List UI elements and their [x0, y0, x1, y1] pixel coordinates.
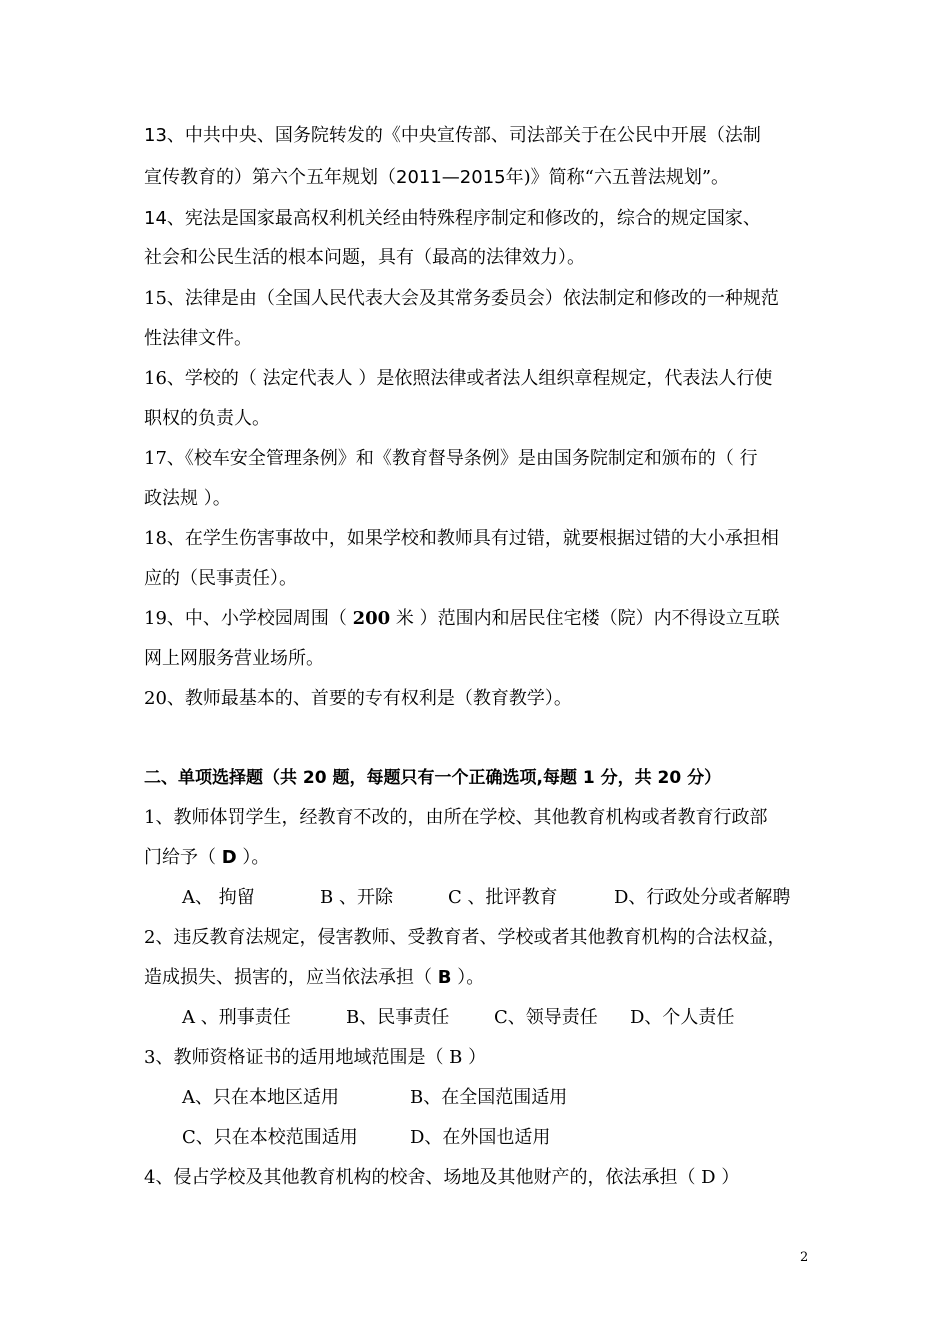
- mc2-options: [182, 1006, 734, 1030]
- q16-line1: 16、学校的（ 法定代表人 ）是依照法律或者法人组织章程规定，代表法人行使: [144, 368, 773, 389]
- mc3-option-a: A、只在本地区适用: [182, 1087, 339, 1108]
- mc1-line2-b: ）。: [236, 847, 270, 868]
- mc3-line1: 3、教师资格证书的适用地域范围是（ B ）: [144, 1047, 487, 1068]
- q16-line2: 职权的负责人。: [144, 408, 270, 429]
- q14-text: 、宪法是国家最高权利机关经由特殊程序制定和修改的，综合的规定国家、: [166, 208, 761, 229]
- mc1-line2-a: 门给予（: [144, 847, 222, 868]
- q19-distance: 200: [352, 608, 391, 629]
- mc2-line2-b: ）。: [451, 967, 485, 988]
- q13-line2-b: 年)》简称“六五普法规划”。: [505, 167, 730, 188]
- mc2-line1: 2、违反教育法规定，侵害教师、受教育者、学校或者其他教育机构的合法权益，: [144, 927, 786, 948]
- section2-title: 二、单项选择题（共 20 题，每题只有一个正确选项,每题 1 分，共 20 分）: [144, 768, 722, 788]
- q15-line1: 15、法律是由（全国人民代表大会及其常务委员会）依法制定和修改的一种规范: [144, 288, 779, 309]
- mc2-option-a: A 、刑事责任: [182, 1007, 291, 1028]
- mc1-line2: [144, 846, 269, 870]
- page-number: 2: [800, 1250, 809, 1265]
- mc3-options-row2: [182, 1126, 550, 1150]
- q13-line1: [144, 124, 761, 148]
- q18-line2: 应的（民事责任）。: [144, 568, 297, 589]
- mc1-option-c: C 、批评教育: [448, 887, 558, 908]
- mc3-options-row1: [182, 1086, 567, 1110]
- mc1-option-d: D、行政处分或者解聘: [614, 887, 791, 908]
- mc1-option-b: B 、开除: [320, 887, 393, 908]
- q19-line1-a: 19、中、小学校园周围（: [144, 608, 353, 629]
- q14-number: 14: [144, 208, 167, 229]
- mc2-line2: [144, 966, 484, 990]
- mc2-option-d: D、个人责任: [630, 1007, 735, 1028]
- mc2-option-b: B、民事责任: [346, 1007, 450, 1028]
- q17-line2: 政法规 ）。: [144, 488, 231, 509]
- q13-years: 2011—2015: [396, 167, 506, 188]
- mc1-option-a: A、 拘留: [182, 887, 255, 908]
- mc2-option-c: C、领导责任: [494, 1007, 598, 1028]
- q18-line1: 18、在学生伤害事故中，如果学校和教师具有过错，就要根据过错的大小承担相: [144, 528, 779, 549]
- q14-line1: [144, 207, 761, 231]
- mc1-options: [182, 886, 790, 910]
- q20-line1: 20、教师最基本的、首要的专有权利是（教育教学）。: [144, 688, 572, 709]
- mc2-line2-a: 造成损失、损害的，应当依法承担（: [144, 967, 438, 988]
- mc1-answer: D: [221, 847, 237, 868]
- mc3-option-c: C、只在本校范围适用: [182, 1127, 358, 1148]
- mc3-option-d: D、在外国也适用: [410, 1127, 551, 1148]
- q13-line2-a: 宣传教育的）第六个五年规划（: [144, 167, 396, 188]
- q17-line1: 17、《校车安全管理条例》和《教育督导条例》是由国务院制定和颁布的（ 行: [144, 448, 758, 469]
- q13-line2: [144, 166, 729, 190]
- q14-line2: 社会和公民生活的根本问题，具有（最高的法律效力）。: [144, 247, 585, 268]
- mc3-option-b: B、在全国范围适用: [410, 1087, 568, 1108]
- q19-line1: [144, 607, 780, 631]
- q15-line2: 性法律文件。: [144, 328, 252, 349]
- mc2-answer: B: [437, 967, 452, 988]
- q13-text: 、中共中央、国务院转发的《中央宣传部、司法部关于在公民中开展（法制: [166, 125, 761, 146]
- q19-line2: 网上网服务营业场所。: [144, 648, 324, 669]
- q19-line1-b: 米 ）范围内和居民住宅楼（院）内不得设立互联: [390, 608, 780, 629]
- q13-number: 13: [144, 125, 167, 146]
- mc4-line1: 4、侵占学校及其他教育机构的校舍、场地及其他财产的，依法承担（ D ）: [144, 1167, 740, 1188]
- mc1-line1: 1、教师体罚学生，经教育不改的，由所在学校、其他教育机构或者教育行政部: [144, 807, 768, 828]
